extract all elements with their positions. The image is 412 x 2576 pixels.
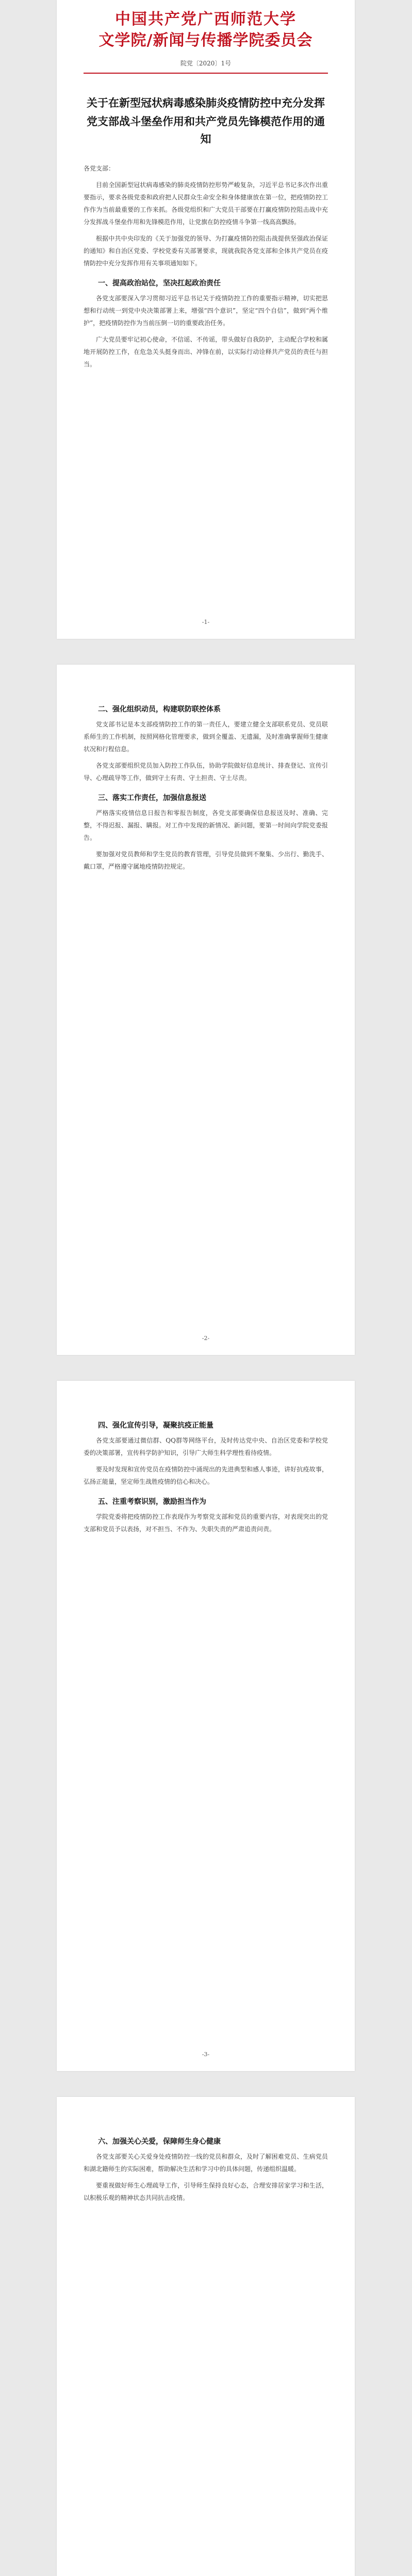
document-page-2 xyxy=(57,665,355,1355)
document-page-3 xyxy=(57,1381,355,2071)
page-number: -2- xyxy=(202,1335,210,1342)
section-heading: 一、提高政治站位，坚决扛起政治责任 xyxy=(98,279,221,287)
paragraph: 目前全国新型冠状病毒感染的肺炎疫情防控形势严峻复杂，习近平总书记多次作出重要指示，要求各级党委和政府把人民群众生命安全和身体健康放在第一位，把疫情防控工作作为当前最重要的工作来抓。各级党组织和广大党员干部要在打赢疫情防控阻击战中充分发挥战斗堡垒作用和先锋模范作用，让党旗在防控疫情斗争第一线高高飘扬。 xyxy=(84,181,328,226)
paragraph: 要及时发现和宣传党员在疫情防控中涌现出的先进典型和感人事迹，讲好抗疫故事，弘扬正能量，坚定师生战胜疫情的信心和决心。 xyxy=(84,1466,328,1485)
red-divider-line xyxy=(84,73,328,74)
salutation: 各党支部： xyxy=(84,165,115,172)
red-letterhead xyxy=(84,0,328,52)
title-line: 党支部战斗堡垒作用和共产党员先锋模范作用的通知 xyxy=(87,115,325,145)
paragraph: 各党支部要深入学习贯彻习近平总书记关于疫情防控工作的重要指示精神，切实把思想和行动统一到党中央决策部署上来，增强“四个意识”，坚定“四个自信”，做到“两个维护”，把疫情防控作为当前压倒一切的重要政治任务。 xyxy=(84,295,328,327)
document-title xyxy=(84,94,328,148)
paragraph: 要加强对党员教师和学生党员的教育管理，引导党员做到不聚集、少出行、勤洗手、戴口罩，严格遵守属地疫情防控规定。 xyxy=(84,851,328,870)
paragraph: 广大党员要牢记初心使命，不信谣、不传谣，带头做好自我防护，主动配合学校和属地开展防控工作，在危急关头挺身而出、冲锋在前，以实际行动诠释共产党员的责任与担当。 xyxy=(84,336,328,368)
page-number: -1- xyxy=(202,619,210,625)
paragraph: 严格落实疫情信息日报告和零报告制度，各党支部要确保信息报送及时、准确、完整，不得迟报、漏报、瞒报。对工作中发现的新情况、新问题，要第一时间向学院党委报告。 xyxy=(84,809,328,841)
org-line-2: 文学院/新闻与传播学院委员会 xyxy=(98,31,313,49)
section-heading: 二、强化组织动员，构建联防联控体系 xyxy=(98,705,221,714)
page-number: -3- xyxy=(202,2051,210,2058)
paragraph: 各党支部要通过微信群、QQ群等网络平台，及时传达党中央、自治区党委和学校党委的决策部署，宣传科学防护知识，引导广大师生科学理性看待疫情。 xyxy=(84,1437,328,1456)
paragraph: 要重视做好师生心理疏导工作，引导师生保持良好心态，合理安排居家学习和生活，以积极乐观的精神状态共同抗击疫情。 xyxy=(84,2182,328,2201)
document-number: 院党〔2020〕1号 xyxy=(180,60,232,67)
title-line: 关于在新型冠状病毒感染肺炎疫情防控中充分发挥 xyxy=(87,96,325,109)
paragraph: 根据中共中央印发的《关于加强党的领导、为打赢疫情防控阻击战提供坚强政治保证的通知》和自治区党委、学校党委有关部署要求，现就我院各党支部和全体共产党员在疫情防控中充分发挥作用有关事项通知如下。 xyxy=(84,235,328,267)
paragraph: 学院党委将把疫情防控工作表现作为考察党支部和党员的重要内容，对表现突出的党支部和党员予以表扬，对不担当、不作为、失职失责的严肃追责问责。 xyxy=(84,1513,328,1533)
section-heading: 三、落实工作责任，加强信息报送 xyxy=(98,794,206,802)
paragraph: 党支部书记是本支部疫情防控工作的第一责任人，要建立健全支部联系党员、党员联系师生的工作机制，按照网格化管理要求，做到全覆盖、无遗漏，及时准确掌握师生健康状况和行程信息。 xyxy=(84,721,328,753)
document-page-1 xyxy=(57,0,355,639)
paragraph: 各党支部要关心关爱身处疫情防控一线的党员和群众，及时了解困难党员、生病党员和湖北籍师生的实际困难，帮助解决生活和学习中的具体问题，传递组织温暖。 xyxy=(84,2153,328,2173)
section-heading: 六、加强关心关爱，保障师生身心健康 xyxy=(98,2138,221,2146)
paragraph: 各党支部要组织党员加入防控工作队伍，协助学院做好信息统计、排查登记、宣传引导、心理疏导等工作，做到守土有责、守土担责、守土尽责。 xyxy=(84,762,328,782)
document-page-4 xyxy=(57,2097,355,2576)
section-heading: 四、强化宣传引导，凝聚抗疫正能量 xyxy=(98,1421,213,1430)
org-line-1: 中国共产党广西师范大学 xyxy=(115,10,296,28)
section-heading: 五、注重考察识别，激励担当作为 xyxy=(98,1498,206,1506)
